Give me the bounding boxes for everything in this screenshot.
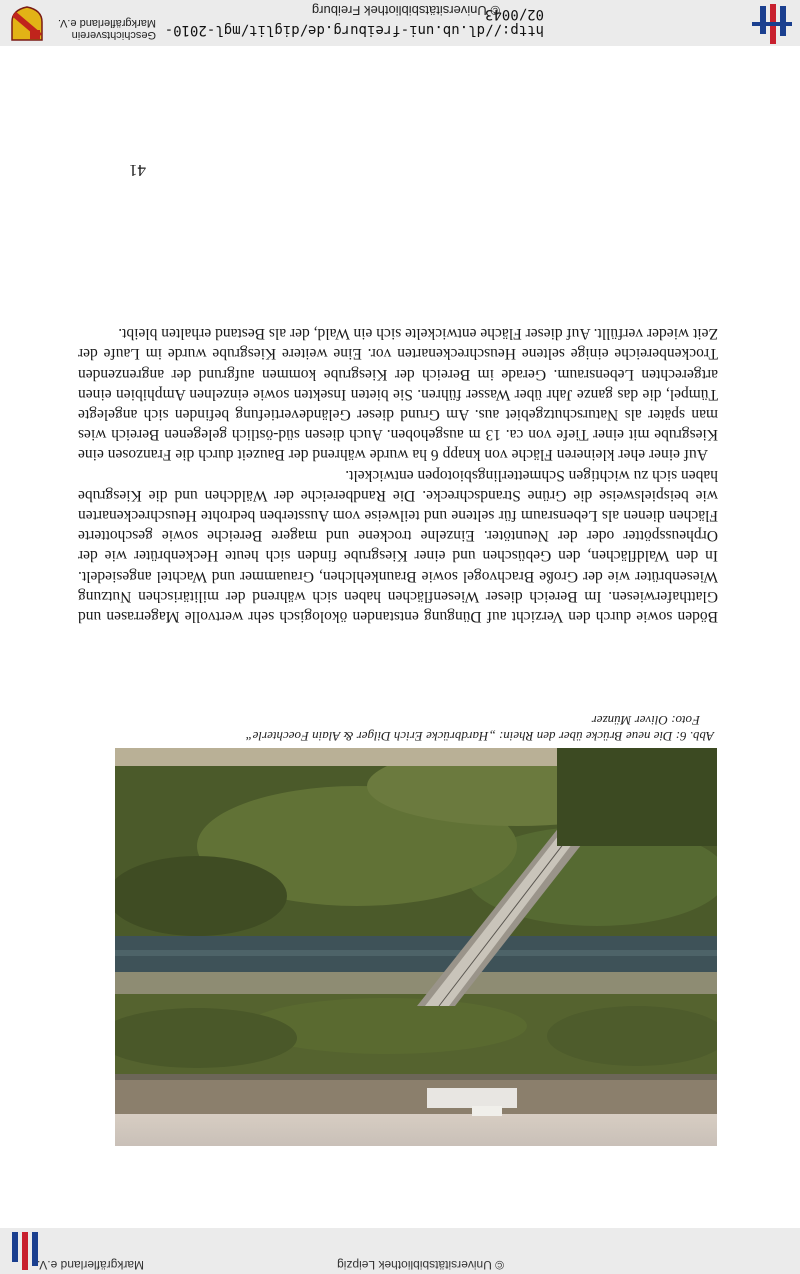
paragraph: Böden sowie durch den Verzicht auf Düngung entstanden ökologisch sehr wertvolle Magerrasen und Glatthaferwiesen. Im Bereich dieser Wiesenflächen haben sich während der militärischen Nutzung Wiesenbrüter wie der Große Brachvogel sowie Braunkehlchen, Grauammer und Wachtel angesiedelt. In den Waldflächen, den Gebüschen und einer Kiesgrube finden sich heute Heckenbrüter wie der Orpheusspötter oder der Neuntöter. Einzelne trockene und magere Bereiche sowie geschotterte Flächen dienen als Lebensraum für seltene und teilweise vom Aussterben bedrohte Heuschreckenarten wie beispielsweise die Grüne Strandschrecke. Die Randbereiche der Wäldchen und die Kiesgrube haben sich zu wichtigen Schmetterlingsbiotopen entwickelt. xyxy=(78,466,718,625)
copyright-notice: © Universitätsbibliothek Freiburg xyxy=(311,3,500,18)
caption-text: Abb. 6: Die neue Brücke über den Rhein: „Hardbrücke Erich Dilger & Alain Foechterle“ xyxy=(245,729,714,744)
page-number: 41 xyxy=(129,161,146,180)
header-credit: © Universitätsbibliothek Leipzig xyxy=(337,1258,504,1272)
university-library-logo-icon xyxy=(752,4,792,44)
figure-caption xyxy=(114,712,714,744)
body-text xyxy=(78,323,718,626)
header-society-credit: Markgräflerland e.V. xyxy=(37,1258,144,1272)
document-url[interactable]: http://dl.ub.uni-freiburg.de/diglit/mgl-2010-02/0043 xyxy=(164,6,544,38)
rhine-bridge-photo xyxy=(115,748,717,1146)
society-line: Markgräflerland e.V. xyxy=(57,17,156,29)
society-line: Geschichtsverein xyxy=(71,29,156,41)
caption-photo-credit: Foto: Oliver Münzer xyxy=(591,713,700,728)
coat-of-arms-icon xyxy=(10,6,44,42)
paragraph: Auf einer eher kleineren Fläche von knapp 6 ha wurde während der Bauzeit durch die Franzosen eine Kiesgrube mit einer Tiefe von ca. 13 m ausgehoben. Auch diesen süd-östlich gelegenen Bereich wies man später als Naturschutzgebiet aus. Am Grund dieser Geländevertiefung befinden sich angelegte Tümpel, die das ganze Jahr über Wasser führen. Sie bieten Insekten sowie einzelnen Amphibien einen artgerechten Lebensraum. Gerade im Bereich der Kiesgrube kommen aufgrund der angrenzenden Trockenbereiche einige seltene Heuschreckenarten vor. Eine weitere Kiesgrube wurde im Laufe der Zeit wieder verfüllt. Auf dieser Fläche entwickelte sich ein Wald, der als Bestand erhalten bleibt. xyxy=(78,325,718,464)
society-name xyxy=(46,17,156,41)
